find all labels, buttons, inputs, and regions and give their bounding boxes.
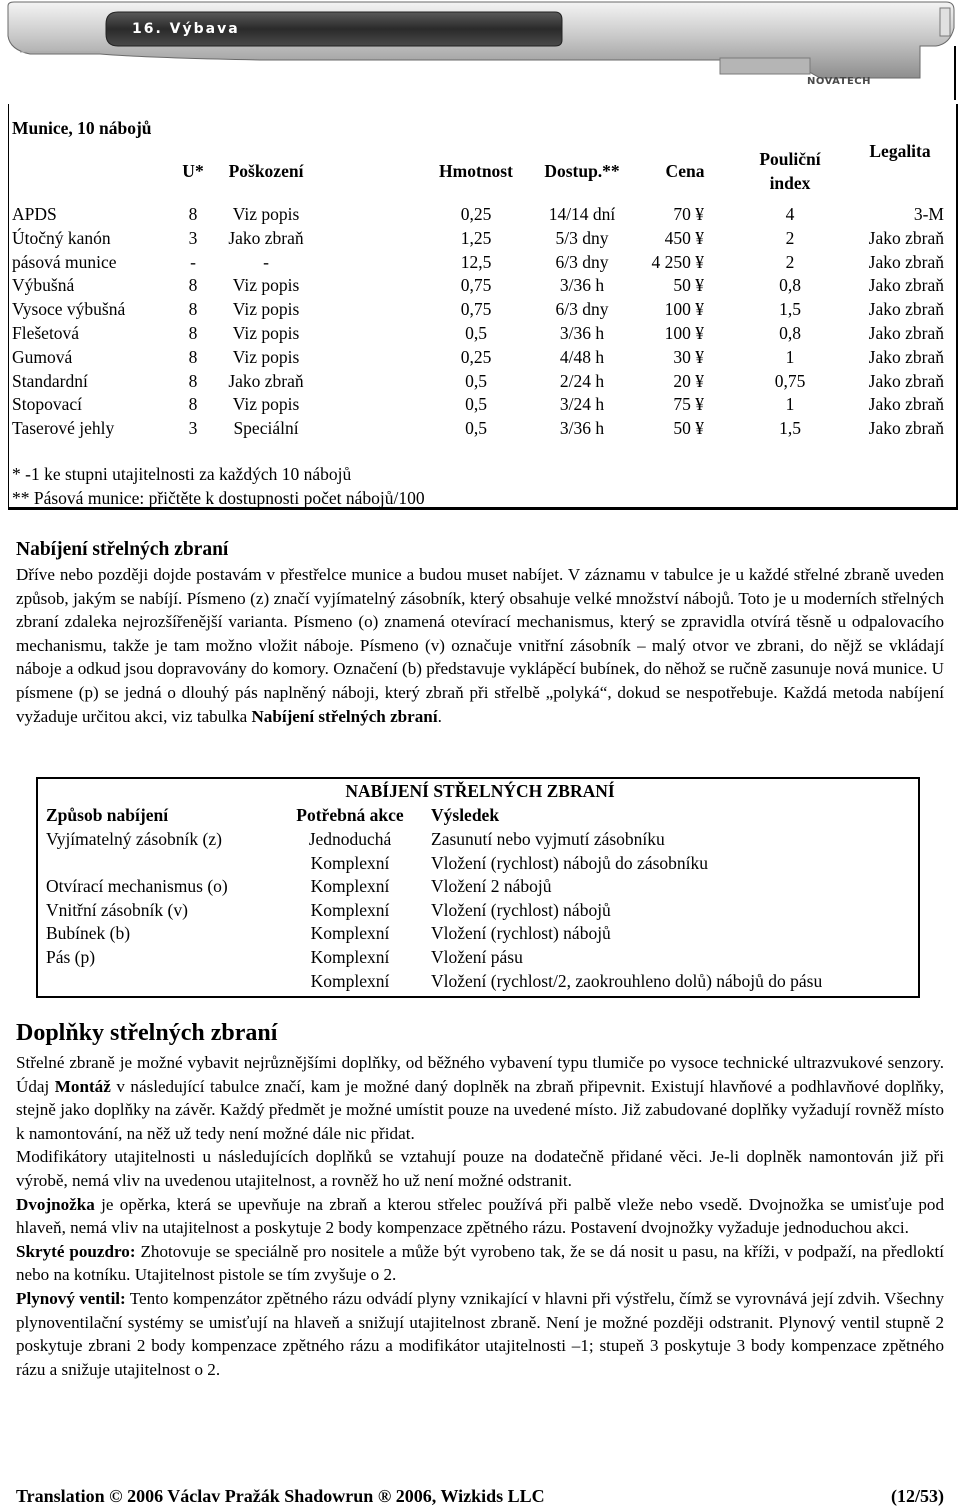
ammo-cell-name: Útočný kanón — [12, 227, 111, 248]
ammo-cell-avail: 6/3 dny — [555, 299, 609, 320]
footer-copyright: Translation © 2006 Václav Pražák Shadowrun ® 2006, Wizkids LLC — [16, 1486, 545, 1506]
reload-cell-action: Komplexní — [310, 899, 390, 920]
ammo-cell-price: 30 ¥ — [673, 346, 704, 367]
ammo-cell-price: 4 250 ¥ — [651, 251, 704, 272]
ammo-footnote-1: * -1 ke stupni utajitelnosti za každých 10 nábojů — [12, 464, 352, 484]
reload-cell-action: Komplexní — [310, 876, 390, 897]
reload-cell-result: Vložení (rychlost) nábojů — [431, 899, 611, 920]
ammo-cell-legal: Jako zbraň — [868, 275, 944, 296]
reload-col-method: Způsob nabíjení — [46, 805, 169, 825]
ammo-cell-damage: - — [263, 251, 269, 272]
bipod-term: Dvojnožka — [16, 1194, 95, 1214]
ammo-cell-damage: Viz popis — [232, 204, 300, 224]
ammo-cell-price: 100 ¥ — [664, 299, 704, 320]
reload-cell-action: Komplexní — [310, 947, 390, 967]
reload-cell-action: Jednoduchá — [308, 829, 392, 849]
ammo-cell-u: 3 — [188, 418, 198, 439]
reload-table-title: NABÍJENÍ STŘELNÝCH ZBRANÍ — [345, 781, 615, 801]
ammo-cell-street: 0,8 — [779, 323, 801, 343]
ammo-cell-u: 8 — [188, 204, 198, 224]
ammo-cell-street: 1,5 — [779, 299, 801, 320]
ammo-cell-street: 2 — [785, 251, 795, 272]
ammo-cell-weight: 0,5 — [465, 418, 487, 439]
ammo-cell-weight: 1,25 — [460, 227, 492, 248]
ammo-cell-name: Stopovací — [12, 394, 82, 415]
reload-cell-result: Vložení pásu — [431, 947, 523, 967]
ammo-cell-legal: 3-M — [913, 204, 944, 224]
ammo-cell-name: APDS — [12, 204, 57, 224]
col-header-price: Cena — [665, 161, 705, 181]
holster-paragraph: Skryté pouzdro: Zhotovuje se speciálně pro nositele a může být vyrobeno tak, že se dá nosit u pasu, na kříži, v podpaží, na předloktí nebo na kotníku. Utajitelnost pistole se tím zvyšuje o 2. — [16, 1241, 944, 1285]
ammo-cell-street: 1 — [785, 394, 795, 415]
bipod-paragraph: Dvojnožka je opěrka, která se upevňuje na zbraň a kterou střelec používá při palbě vleže nebo vsedě. Dvojnožka se umisťuje pod hlaveň, nemá vliv na utajitelnost a poskytuje 2 body kompenzace zpětného rázu. Postavení dvojnožky vyžaduje jednoduchou akci. — [16, 1194, 944, 1238]
ammo-cell-damage: Viz popis — [232, 323, 300, 343]
ammo-cell-weight: 0,25 — [460, 346, 492, 367]
reload-cell-result: Vložení (rychlost) nábojů — [431, 923, 611, 944]
ammo-cell-damage: Viz popis — [232, 275, 300, 296]
ammo-cell-weight: 0,75 — [460, 299, 492, 320]
reload-cell-method: Bubínek (b) — [46, 923, 131, 944]
reload-col-result: Výsledek — [431, 805, 500, 825]
ammo-cell-avail: 3/36 h — [559, 418, 605, 439]
ammo-footnote-2: ** Pásová munice: přičtěte k dostupnosti počet nábojů/100 — [12, 488, 425, 508]
ammo-table-title: Munice, 10 nábojů — [12, 118, 152, 138]
ammo-cell-weight: 0,5 — [465, 323, 487, 343]
ammo-cell-street: 1 — [785, 346, 795, 367]
ammo-cell-legal: Jako zbraň — [868, 323, 944, 343]
reload-cell-method: Vnitřní zásobník (v) — [46, 899, 188, 920]
reloading-text: Dříve nebo později dojde postavám v přestřelce munice a budou muset nabíjet. V záznamu v tabulce je u každé střelné zbraně uveden způsob, jakým se nabíjí. Písmeno (z) značí vyjímatelný zásobník, který obsahuje velké množství nábojů. Toto je u moderních střelných zbraní zdaleka nejrozšířenější varianta. Písmeno (o) znamená otevírací mechanismus, který se zpravidla otvírá těsně u odpalovacího mechanismu, takže je tam možno vložit náboje. Písmeno (v) označuje vnitřní zásobník – malý otvor ve zbrani, do nějž se vkládají náboje a odkud jsou dopravovány do komory. Označení (b) představuje vyklápěcí bubínek, do něhož se ručně zasunuje nová munice. U písmene (p) se jedná o dlouhý pás naplněný náboji, který zbraň při střelbě „polyká“, dokud se nespotřebuje. Každá metoda nabíjení vyžaduje určitou akci, viz tabulka — [16, 565, 944, 726]
ammo-cell-name: Flešetová — [12, 323, 80, 343]
ammo-cell-price: 70 ¥ — [673, 204, 704, 224]
ammo-cell-name: Výbušná — [12, 275, 75, 296]
ammo-cell-u: 8 — [188, 394, 198, 415]
reload-cell-result: Vložení (rychlost/2, zaokrouhleno dolů) nábojů do pásu — [431, 970, 823, 991]
ammo-cell-price: 75 ¥ — [673, 394, 704, 415]
reload-cell-method: Vyjímatelný zásobník (z) — [46, 829, 222, 849]
col-header-availability: Dostup.** — [544, 161, 620, 181]
reload-cell-method: Pás (p) — [46, 947, 96, 967]
ammo-cell-damage: Viz popis — [232, 394, 300, 415]
ammo-cell-weight: 0,25 — [460, 204, 492, 224]
reload-cell-result: Zasunutí nebo vyjmutí zásobníku — [431, 829, 665, 849]
ammo-cell-damage: Viz popis — [232, 299, 300, 320]
ammo-cell-street: 4 — [785, 204, 795, 224]
accessories-text — [16, 1051, 944, 1381]
holster-term: Skryté pouzdro: — [16, 1241, 136, 1261]
ammo-cell-name: Taserové jehly — [12, 418, 115, 439]
ammo-cell-avail: 14/14 dní — [548, 204, 616, 224]
gas-vent-term: Plynový ventil: — [16, 1288, 126, 1308]
novatech-logo: NOVATECH — [807, 76, 871, 87]
ammo-cell-name: Gumová — [12, 346, 73, 367]
ammo-cell-name: Vysoce výbušná — [12, 299, 126, 320]
ammo-cell-weight: 0,5 — [465, 370, 487, 391]
ammo-cell-avail: 2/24 h — [559, 370, 605, 391]
ammo-cell-legal: Jako zbraň — [868, 370, 944, 391]
reload-cell-result: Vložení 2 nábojů — [431, 876, 552, 897]
ammo-cell-u: 8 — [188, 370, 198, 391]
header-banner — [0, 0, 960, 100]
col-header-u: U* — [182, 161, 204, 181]
ammo-cell-u: 8 — [188, 299, 198, 320]
ammo-cell-weight: 0,75 — [460, 275, 492, 296]
ammo-cell-legal: Jako zbraň — [868, 299, 944, 320]
ammo-cell-u: 8 — [188, 323, 198, 343]
ammo-cell-price: 50 ¥ — [673, 418, 704, 439]
col-header-street-index-1: Pouliční — [759, 149, 821, 169]
ammo-cell-avail: 3/36 h — [559, 323, 605, 343]
ammo-cell-name: pásová munice — [12, 251, 117, 272]
reload-cell-method: Otvírací mechanismus (o) — [46, 876, 228, 897]
ammo-cell-weight: 0,5 — [465, 394, 487, 415]
reload-col-action: Potřebná akce — [296, 805, 404, 825]
accessories-intro: Střelné zbraně je možné vybavit nejrůznějšími doplňky, od běžného vybavení typu tlumiče po vysoce technické ultrazvukové senzory. Údaj Montáž v následující tabulce značí, kam je možné daný doplněk na zbraň připevnit. Existují hlavňové a podhlavňové doplňky, stejně jako doplňky na závěr. Každý předmět je možné umístit pouze na uvedené místo. Již zabudované doplňky vyžadují rovněž místo k namontování, na něž už tedy není možné dále nic přidat. — [16, 1053, 944, 1143]
reloading-text-end: . — [437, 706, 442, 726]
ammo-cell-legal: Jako zbraň — [868, 251, 944, 272]
ammo-cell-avail: 3/36 h — [559, 275, 605, 296]
col-header-legality: Legalita — [869, 141, 931, 161]
col-header-street-index-2: index — [769, 173, 811, 193]
reload-cell-action: Komplexní — [310, 923, 390, 944]
concealability-paragraph: Modifikátory utajitelnosti u následujících doplňků se vztahují pouze na dodatečně přidané věci. Je-li doplněk namontován již při výrobě, nemá vliv na uvedenou utajitelnost, a rovněž ho už není možné odstranit. — [16, 1147, 944, 1190]
ammo-cell-street: 0,8 — [779, 275, 801, 296]
ammo-cell-u: 8 — [188, 346, 198, 367]
ammo-cell-street: 1,5 — [779, 418, 801, 439]
ammo-cell-street: 2 — [785, 227, 795, 248]
ammo-cell-damage: Jako zbraň — [228, 227, 304, 248]
ammo-cell-avail: 5/3 dny — [555, 227, 609, 248]
chapter-title: 16. Výbava — [132, 21, 240, 37]
ammo-cell-avail: 3/24 h — [559, 394, 605, 415]
reloading-paragraph — [16, 563, 944, 728]
footer-page-number: (12/53) — [891, 1486, 944, 1506]
reload-cell-action: Komplexní — [310, 970, 390, 991]
col-header-weight: Hmotnost — [439, 161, 513, 181]
accessories-heading: Doplňky střelných zbraní — [16, 1020, 278, 1046]
reload-cell-result: Vložení (rychlost) nábojů do zásobníku — [431, 852, 709, 873]
mount-term: Montáž — [54, 1076, 111, 1096]
ammo-cell-u: 3 — [188, 227, 198, 248]
ammo-cell-u: - — [190, 251, 196, 272]
ammo-cell-price: 450 ¥ — [664, 227, 704, 248]
ammo-cell-avail: 6/3 dny — [555, 251, 609, 272]
ammo-cell-damage: Jako zbraň — [228, 370, 304, 391]
ammo-cell-legal: Jako zbraň — [868, 394, 944, 415]
ammo-cell-price: 100 ¥ — [664, 323, 704, 343]
ammo-cell-legal: Jako zbraň — [868, 227, 944, 248]
ammo-cell-legal: Jako zbraň — [868, 418, 944, 439]
reloading-table-reference: Nabíjení střelných zbraní — [251, 706, 438, 726]
ammo-cell-avail: 4/48 h — [559, 346, 605, 367]
ammo-cell-street: 0,75 — [774, 370, 806, 391]
ammo-cell-u: 8 — [188, 275, 198, 296]
ammo-cell-damage: Speciální — [233, 418, 299, 439]
reload-cell-action: Komplexní — [310, 852, 390, 873]
ammo-cell-name: Standardní — [12, 370, 88, 391]
ammo-cell-weight: 12,5 — [460, 251, 492, 272]
reloading-heading: Nabíjení střelných zbraní — [16, 539, 229, 560]
ammo-cell-price: 20 ¥ — [673, 370, 704, 391]
ammo-cell-legal: Jako zbraň — [868, 346, 944, 367]
ammo-cell-damage: Viz popis — [232, 346, 300, 367]
gas-vent-paragraph: Plynový ventil: Tento kompenzátor zpětného rázu odvádí plyny vznikající v hlavni při výstřelu, čímž se vyrovnává její zdvih. Všechny plynoventilační systémy se umisťují na hlaveň a snižují utajitelnost zbraně. Není je možné později odstranit. Plynový ventil stupně 2 poskytuje zbrani 2 body kompenzace zpětného rázu a modifikátor utajitelnosti –1; stupeň 3 poskytuje 3 body kompenzace zpětného rázu a snižuje utajitelnost o 2. — [16, 1288, 944, 1379]
col-header-damage: Poškození — [228, 161, 304, 181]
ammo-cell-price: 50 ¥ — [673, 275, 704, 296]
